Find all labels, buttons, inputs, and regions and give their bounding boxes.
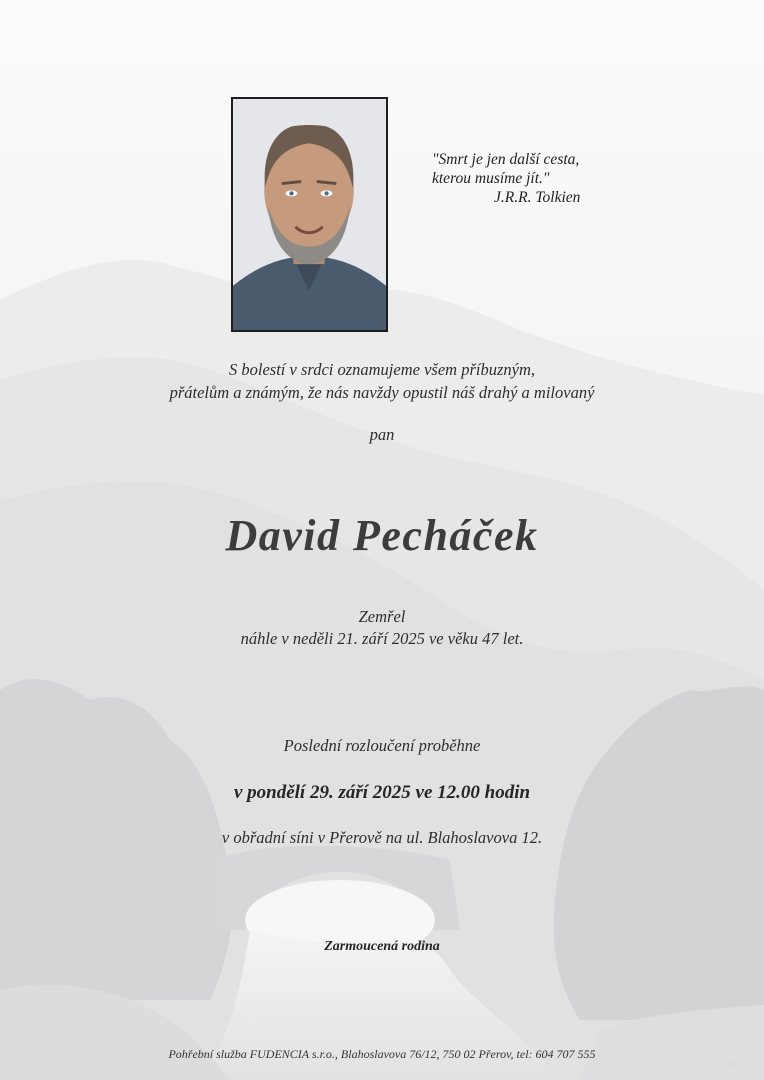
death-notice bbox=[0, 606, 764, 650]
quote-block bbox=[432, 150, 672, 207]
quote-line-1: "Smrt je jen další cesta, bbox=[432, 151, 580, 168]
ceremony-place: v obřadní síni v Přerově na ul. Blahoslavova 12. bbox=[221, 828, 543, 847]
quote-line-2: kterou musíme jít." bbox=[432, 170, 550, 187]
portrait-image bbox=[233, 99, 386, 330]
intro-line-1: S bolestí v srdci oznamujeme všem příbuzným, bbox=[229, 360, 535, 379]
announcement-intro bbox=[0, 358, 764, 404]
ceremony-datetime: v pondělí 29. září 2025 ve 12.00 hodin bbox=[233, 782, 531, 803]
portrait-photo bbox=[231, 97, 388, 332]
deceased-name: David Pecháček bbox=[225, 511, 539, 560]
death-line-2: náhle v neděli 21. září 2025 ve věku 47 let. bbox=[240, 629, 524, 648]
death-line-1: Zemřel bbox=[358, 607, 406, 626]
signature: Zarmoucená rodina bbox=[324, 939, 440, 954]
farewell-intro: Poslední rozloučení proběhne bbox=[283, 736, 481, 755]
watermark: ©MEST bbox=[724, 1062, 746, 1068]
funeral-service-footer: Pohřební služba FUDENCIA s.r.o., Blahoslavova 76/12, 750 02 Přerov, tel: 604 707 555 bbox=[168, 1047, 596, 1061]
salutation: pan bbox=[369, 425, 395, 444]
intro-line-2: přátelům a známým, že nás navždy opustil náš drahý a milovaný bbox=[169, 383, 595, 402]
quote-author: J.R.R. Tolkien bbox=[494, 189, 581, 206]
